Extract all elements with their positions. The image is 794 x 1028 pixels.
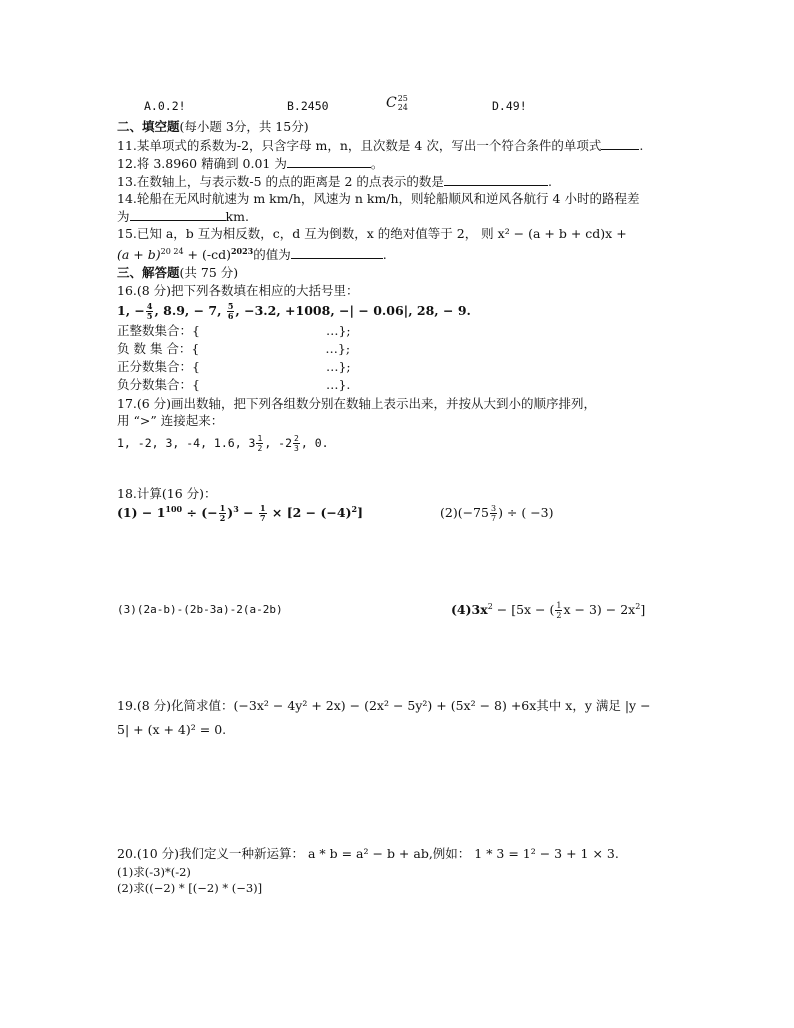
q15-expr-a: (a + b) [117, 247, 161, 262]
q17-nums-c: , 0. [300, 436, 329, 450]
q17-frac1 [256, 434, 263, 453]
q11-blank [601, 137, 639, 150]
q20-line2: (1)求(-3)*(-2) [117, 865, 191, 879]
q15-sup1: 20 24 [160, 246, 184, 256]
q14-blank [130, 208, 226, 221]
question-13 [117, 173, 552, 190]
choice-c [386, 94, 409, 112]
q16-set-end: …}. [325, 377, 351, 392]
q18-p1-sup2: 3 [233, 503, 239, 514]
section2-heading: 二、填空题 [117, 119, 180, 134]
q17-nums-b: , -2 [264, 436, 293, 450]
section3-heading-line [117, 265, 238, 281]
q16-frac1-num: 4 [146, 301, 153, 311]
q16-frac1-den: 5 [146, 311, 153, 321]
choice-c-sup: 25 [397, 94, 408, 103]
q15-blank [291, 246, 383, 259]
question-12 [117, 155, 383, 172]
q16-set-row [117, 377, 350, 393]
q18-p1-frac [219, 504, 227, 523]
q11-end: . [639, 138, 644, 153]
q11-text: 11.某单项式的系数为-2，只含字母 m，n，且次数是 4 次，写出一个符合条件的单项式 [117, 138, 602, 153]
q18-p2-frac [490, 504, 497, 523]
section2-note: (每小题 3分，共 15分) [179, 119, 309, 134]
q18-part3: (3)(2a-b)-(2b-3a)-2(a-2b) [117, 603, 283, 616]
q18-p1-f: ] [357, 505, 363, 520]
q17-line2: 用 “>” 连接起来： [117, 413, 224, 428]
q18-part2 [440, 504, 554, 523]
q18-p4-c: x − 3) − 2x [563, 602, 636, 617]
q16-title: 16.(8 分)把下列各数填在相应的大括号里： [117, 283, 359, 298]
question-15-line1: 15.已知 a，b 互为相反数，c，d 互为倒数，x 的绝对值等于 2， 则 x² − (a + b + cd)x + [117, 226, 627, 241]
q17-frac2-num: 2 [294, 434, 299, 443]
q20-line1: 20.(10 分)我们定义一种新运算： a * b = a² − b + ab,例如： 1 * 3 = 1² − 3 + 1 × 3. [117, 846, 619, 861]
q16-numbers-b: , 8.9, − 7, [154, 303, 226, 318]
section3-heading: 三、解答题 [117, 265, 180, 280]
q16-frac2-den: 6 [227, 311, 234, 321]
choice-c-sub: 24 [397, 103, 408, 112]
question-11 [117, 137, 643, 154]
q16-set-label: 正分数集合：{ [117, 359, 200, 374]
choice-a: A.0.2! [144, 99, 186, 113]
q18-p1-sup3: 2 [351, 503, 358, 514]
q17-frac1-num: 1 [257, 434, 263, 443]
choice-b: B.2450 [287, 99, 329, 113]
q16-numbers-a: 1, − [117, 303, 145, 318]
q17-frac2 [293, 434, 300, 453]
q18-p4-d: ] [640, 602, 646, 617]
q17-frac1-den: 2 [257, 444, 263, 453]
q17-frac2-den: 3 [294, 444, 299, 453]
q16-frac1 [146, 302, 154, 321]
q18-p4-a: (4)3x [451, 602, 488, 617]
q18-p1-c: ) [227, 505, 234, 520]
q19-line1: 19.(8 分)化简求值：(−3x² − 4y² + 2x) − (2x² − 5y²) + (5x² − 8) +6x其中 x，y 满足 |y − [117, 698, 651, 713]
q18-p1-d: − [238, 505, 258, 520]
q16-set-row [117, 323, 351, 339]
choice-d: D.49! [492, 99, 527, 113]
section3-note: (共 75 分) [179, 265, 239, 280]
q16-set-label: 负分数集合：{ [117, 377, 200, 392]
q17-nums-a: 1, -2, 3, -4, 1.6, 3 [117, 436, 256, 450]
q12-end: 。 [370, 156, 384, 171]
q18-p1-frac-num: 1 [219, 503, 226, 513]
q14-start: 为 [117, 209, 130, 224]
q16-set-end: …}; [325, 341, 351, 356]
q18-p2-frac-den: 7 [490, 514, 497, 523]
q16-frac2-num: 5 [227, 301, 234, 311]
q16-set-end: …}; [325, 359, 351, 374]
q16-set-end: …}; [325, 323, 351, 338]
q13-end: . [547, 174, 552, 189]
q16-set-row [117, 359, 351, 375]
q18-p1-a: (1) − 1 [117, 505, 166, 520]
q16-numbers [117, 302, 471, 321]
q18-p1-frac2-num: 1 [259, 503, 266, 513]
section2-heading-line [117, 119, 309, 135]
q18-p1-frac2-den: 7 [259, 513, 266, 523]
q17-numbers [117, 434, 329, 453]
q18-p1-sup: 100 [165, 503, 183, 514]
q18-p1-e: × [2 − (−4) [267, 505, 352, 520]
q20-line3: (2)求((−2) * [(−2) * (−3)] [117, 881, 263, 895]
question-14-line1: 14.轮船在无风时航速为 m km/h，风速为 n km/h，则轮船顺风和逆风各航行 4 小时的路程差 [117, 191, 640, 206]
q14-end: km. [225, 209, 249, 224]
q18-part4 [451, 601, 645, 620]
q13-text: 13.在数轴上，与表示数-5 的点的距离是 2 的点表示的数是 [117, 174, 444, 189]
q18-p2-b: ) ÷ ( −3) [498, 505, 554, 520]
q16-numbers-c: , −3.2, +1008, −| − 0.06|, 28, − 9. [235, 303, 471, 318]
choice-c-frac [398, 94, 408, 112]
q15-end: . [382, 247, 387, 262]
q18-p4-frac-num: 1 [556, 601, 562, 610]
q18-part1 [117, 504, 363, 523]
q16-frac2 [227, 302, 235, 321]
choice-c-letter: C [386, 95, 397, 111]
q16-set-label: 正整数集合：{ [117, 323, 200, 338]
q15-expr-c: 的值为 [253, 247, 291, 262]
q18-p1-frac-den: 2 [219, 513, 226, 523]
q19-line2: 5| + (x + 4)² = 0. [117, 722, 227, 737]
q17-line1: 17.(6 分)画出数轴，把下列各组数分别在数轴上表示出来，并按从大到小的顺序排列， [117, 396, 597, 411]
q18-p1-b: ÷ (− [182, 505, 218, 520]
question-14-line2 [117, 208, 249, 225]
q18-p2-frac-num: 3 [490, 504, 497, 513]
q16-set-row [117, 341, 350, 357]
q12-text: 12.将 3.8960 精确到 0.01 为 [117, 156, 287, 171]
q18-p4-sup2: 2 [635, 601, 641, 611]
question-15-line2 [117, 246, 387, 263]
q18-p4-frac [555, 601, 562, 620]
q15-expr-b: + (-cd) [183, 247, 231, 262]
q18-p4-frac-den: 2 [556, 611, 562, 620]
q13-blank [444, 173, 548, 186]
q18-p4-b: − [5x − ( [492, 602, 555, 617]
q15-sup2: 2023 [230, 245, 254, 256]
q16-set-label: 负 数 集 合：{ [117, 341, 200, 356]
q18-title: 18.计算(16 分)： [117, 486, 217, 501]
q12-blank [287, 155, 371, 168]
q18-p2-a: (2)(−75 [440, 505, 489, 520]
q18-p1-frac2 [259, 504, 267, 523]
q18-p4-sup: 2 [487, 601, 493, 611]
